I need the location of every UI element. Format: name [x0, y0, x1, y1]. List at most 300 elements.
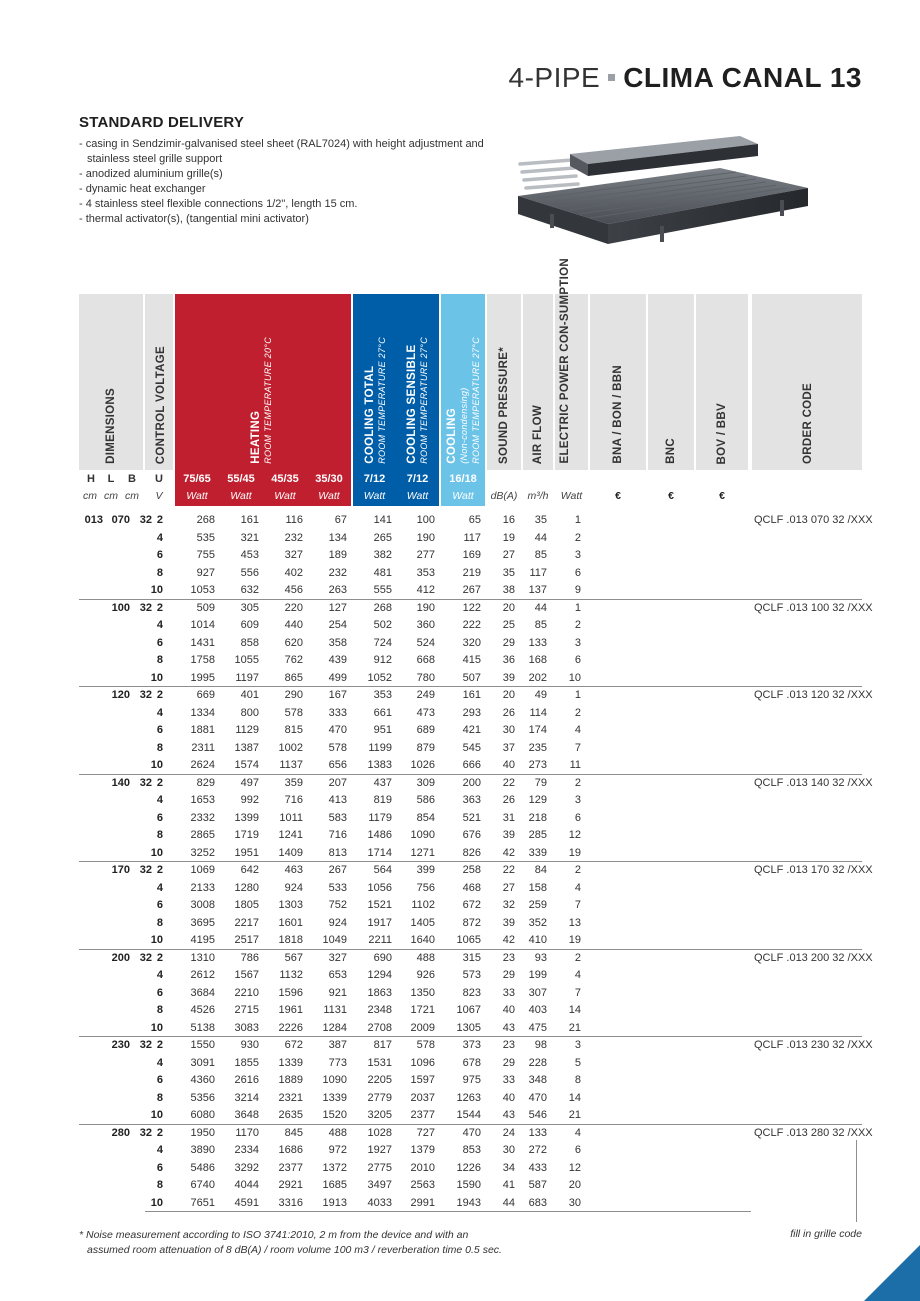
- cell: 440: [284, 619, 303, 631]
- cell: 1544: [456, 1109, 481, 1121]
- cell: 656: [328, 759, 347, 771]
- dim-b: 32: [139, 951, 152, 964]
- cell: 823: [462, 986, 481, 999]
- cell: 473: [416, 706, 435, 719]
- cell: 373: [462, 1039, 481, 1051]
- cell: 2: [574, 531, 581, 544]
- cell: 1284: [322, 1021, 347, 1034]
- cell: 1310: [190, 951, 215, 964]
- cell: 190: [416, 601, 435, 614]
- table-row: [79, 652, 862, 670]
- cell: 3: [574, 636, 581, 649]
- cell: 4360: [190, 1074, 215, 1086]
- sub-h: H: [87, 473, 95, 485]
- cell: 2635: [278, 1109, 303, 1121]
- cell: 800: [240, 706, 259, 719]
- cell: 33: [502, 986, 515, 999]
- cell: 42: [502, 846, 515, 859]
- cell: 829: [196, 776, 215, 789]
- table-row: [79, 915, 862, 933]
- delivery-list: [79, 137, 499, 227]
- cell: 258: [462, 864, 481, 876]
- cell: 1: [574, 689, 581, 701]
- cell: 2991: [410, 1196, 435, 1209]
- cell: 4: [156, 881, 163, 894]
- cell: 38: [502, 584, 515, 596]
- cell: 752: [328, 899, 347, 911]
- cell: 817: [373, 1039, 392, 1051]
- cell: 168: [528, 654, 547, 666]
- cell: 285: [528, 829, 547, 841]
- sub-cool-3: 16/18: [449, 473, 477, 485]
- cell: 6: [156, 1074, 163, 1086]
- cell: 202: [528, 671, 547, 684]
- cell: 642: [240, 864, 259, 876]
- cell: 8: [156, 1004, 163, 1016]
- cell: 4: [574, 724, 581, 736]
- col-electric-power: ELECTRIC POWER CON-SUMPTION: [559, 258, 571, 464]
- standard-delivery: [79, 114, 499, 227]
- cell: 1263: [456, 1091, 481, 1104]
- cell: 267: [328, 864, 347, 876]
- cell: 24: [502, 1126, 515, 1139]
- cell: 845: [284, 1126, 303, 1139]
- cell: 3252: [190, 846, 215, 859]
- cell: 755: [196, 549, 215, 561]
- cell: 2334: [234, 1144, 259, 1156]
- cell: 1372: [322, 1161, 347, 1174]
- cell: 133: [528, 1126, 547, 1139]
- cell: 786: [240, 951, 259, 964]
- cell: 44: [502, 1196, 515, 1209]
- cell: 30: [568, 1196, 581, 1209]
- cell: 327: [284, 549, 303, 561]
- cell: 6: [574, 566, 581, 579]
- cell: 653: [328, 969, 347, 981]
- cell: 4526: [190, 1004, 215, 1016]
- cell: 1721: [410, 1004, 435, 1016]
- unit-watt: Watt: [406, 490, 429, 502]
- cell: 220: [284, 601, 303, 614]
- table-row: [79, 880, 862, 898]
- table-row: [79, 600, 873, 618]
- cell: 8: [156, 916, 163, 929]
- dim-l: 120: [111, 689, 130, 701]
- cell: 521: [462, 811, 481, 824]
- cell: 716: [328, 829, 347, 841]
- delivery-item: - 4 stainless steel flexible connections 1/2", length 15 cm.: [79, 197, 499, 212]
- cell: 10: [150, 759, 163, 771]
- cell: 578: [328, 741, 347, 754]
- cell: 972: [328, 1144, 347, 1156]
- cell: 30: [502, 724, 515, 736]
- cell: 1334: [190, 706, 215, 719]
- cell: 727: [416, 1126, 435, 1139]
- cell: 67: [334, 514, 347, 526]
- sub-u: U: [155, 473, 163, 485]
- cell: 6080: [190, 1109, 215, 1121]
- cell: 2616: [234, 1074, 259, 1086]
- col-heating: HEATING ROOM TEMPERATURE 20°C: [250, 337, 273, 464]
- table-row: [79, 722, 862, 740]
- cell: 40: [502, 1091, 515, 1104]
- cell: 1241: [278, 829, 303, 841]
- cell: 44: [534, 531, 547, 544]
- cell: 586: [416, 794, 435, 806]
- cell: 632: [240, 584, 259, 596]
- cell: 924: [284, 881, 303, 894]
- cell: 1409: [278, 846, 303, 859]
- cell: 815: [284, 724, 303, 736]
- cell: 578: [416, 1039, 435, 1051]
- cell: 273: [528, 759, 547, 771]
- order-code: QCLF .013 120 32 /XXX: [754, 689, 873, 701]
- cell: 122: [462, 601, 481, 614]
- cell: 1179: [368, 811, 392, 824]
- cell: 40: [502, 759, 515, 771]
- cell: 1339: [278, 1056, 303, 1069]
- cell: 1927: [367, 1144, 392, 1156]
- unit-watt: Watt: [230, 490, 252, 502]
- cell: 49: [534, 689, 547, 701]
- cell: 499: [328, 671, 347, 684]
- cell: 43: [502, 1109, 515, 1121]
- cell: 267: [462, 584, 481, 596]
- cell: 277: [416, 549, 435, 561]
- col-order-code: ORDER CODE: [802, 383, 814, 464]
- cell: 3: [574, 1039, 581, 1051]
- dim-b: 32: [139, 689, 152, 701]
- cell: 2: [574, 619, 581, 631]
- unit-b: cm: [125, 490, 139, 502]
- cell: 309: [416, 776, 435, 789]
- cell: 339: [528, 846, 547, 859]
- cell: 358: [328, 636, 347, 649]
- cell: 1014: [190, 619, 215, 631]
- cell: 1350: [410, 986, 435, 999]
- dim-l: 100: [111, 601, 130, 614]
- order-code: QCLF .013 200 32 /XXX: [754, 951, 873, 964]
- cell: 1855: [234, 1056, 259, 1069]
- cell: 1685: [322, 1179, 347, 1191]
- dim-b: 32: [139, 864, 152, 876]
- cell: 6: [156, 1161, 163, 1174]
- cell: 293: [462, 706, 481, 719]
- cell: 930: [240, 1039, 259, 1051]
- unit-l: cm: [104, 490, 118, 502]
- cell: 228: [528, 1056, 547, 1069]
- table-row: [79, 1107, 862, 1125]
- cell: 10: [150, 1021, 163, 1034]
- cell: 117: [463, 531, 481, 544]
- cell: 1170: [235, 1126, 259, 1139]
- cell: 2205: [367, 1074, 392, 1086]
- cell: 272: [528, 1144, 547, 1156]
- cell: 2: [156, 1039, 163, 1051]
- cell: 4195: [190, 934, 215, 946]
- cell: 8: [156, 566, 163, 579]
- cell: 6: [156, 636, 163, 649]
- table-row: [79, 1142, 862, 1160]
- cell: 31: [502, 811, 515, 824]
- cell: 1520: [322, 1109, 347, 1121]
- cell: 7651: [190, 1196, 215, 1209]
- table-row: [79, 845, 862, 863]
- cell: 676: [462, 829, 481, 841]
- cell: 20: [502, 689, 515, 701]
- cell: 470: [328, 724, 347, 736]
- cell: 100: [416, 514, 435, 526]
- cell: 26: [502, 794, 515, 806]
- cell: 1132: [279, 969, 303, 981]
- cell: 1574: [234, 759, 259, 771]
- cell: 3695: [190, 916, 215, 929]
- cell: 433: [528, 1161, 547, 1174]
- cell: 439: [328, 654, 347, 666]
- unit-watt: Watt: [560, 490, 583, 502]
- cell: 137: [528, 584, 547, 596]
- cell: 4044: [234, 1179, 259, 1191]
- cell: 819: [373, 794, 392, 806]
- cell: 2708: [367, 1021, 392, 1034]
- cell: 167: [328, 689, 347, 701]
- cell: 6: [156, 811, 163, 824]
- col-air-flow: AIR FLOW: [532, 404, 544, 464]
- delivery-item: - dynamic heat exchanger: [79, 182, 499, 197]
- cell: 1096: [410, 1056, 435, 1069]
- cell: 826: [462, 846, 481, 859]
- cell: 10: [150, 1109, 163, 1121]
- cell: 470: [528, 1091, 547, 1104]
- cell: 502: [373, 619, 392, 631]
- cell: 26: [502, 706, 515, 719]
- cell: 39: [502, 829, 515, 841]
- cell: 865: [284, 671, 303, 684]
- cell: 6: [156, 899, 163, 911]
- col-cooling-nc: COOLING (Non-condensing) ROOM TEMPERATURE 27°C: [446, 337, 481, 464]
- cell: 5: [574, 1056, 581, 1069]
- cell: 14: [568, 1004, 581, 1016]
- cell: 1056: [367, 881, 392, 894]
- col-dimensions: DIMENSIONS: [105, 388, 117, 464]
- table-row: [79, 1160, 862, 1178]
- cell: 1758: [190, 654, 215, 666]
- table-row: [79, 512, 873, 530]
- cell: 1601: [278, 916, 303, 929]
- delivery-item: - anodized aluminium grille(s): [79, 167, 499, 182]
- cell: 134: [328, 531, 347, 544]
- cell: 1640: [410, 934, 435, 946]
- cell: 4: [156, 619, 163, 631]
- cell: 25: [502, 619, 515, 631]
- cell: 3497: [367, 1179, 392, 1191]
- cell: 39: [502, 916, 515, 929]
- cell: 129: [528, 794, 547, 806]
- cell: 1943: [456, 1196, 481, 1209]
- cell: 1271: [410, 846, 435, 859]
- cell: 3316: [278, 1196, 303, 1209]
- table-row: [79, 1195, 862, 1213]
- cell: 190: [416, 531, 435, 544]
- unit-m3h: m³/h: [527, 490, 549, 502]
- cell: 1055: [234, 654, 259, 666]
- dim-l: 280: [111, 1126, 130, 1139]
- cell: 3: [574, 549, 581, 561]
- cell: 327: [328, 951, 347, 964]
- cell: 23: [502, 951, 515, 964]
- col-bov-bbv: BOV / BBV: [716, 402, 728, 464]
- table-row: [79, 1072, 862, 1090]
- cell: 2: [156, 601, 163, 614]
- cell: 263: [328, 584, 347, 596]
- dim-h: 013: [84, 514, 103, 526]
- cell: 2133: [190, 881, 215, 894]
- cell: 169: [462, 549, 481, 561]
- cell: 716: [284, 794, 303, 806]
- cell: 29: [502, 1056, 515, 1069]
- cell: 545: [462, 741, 481, 754]
- table-row: [79, 1020, 862, 1038]
- sub-cool-2: 7/12: [406, 473, 429, 485]
- cell: 320: [462, 636, 481, 649]
- unit-watt: Watt: [452, 490, 474, 502]
- cell: 470: [462, 1126, 481, 1139]
- page-title: [509, 62, 863, 94]
- cell: 4: [156, 969, 163, 981]
- footnote-line: assumed room attenuation of 8 dB(A) / room volume 100 m3 / reverberation time 0.5 sec.: [87, 1244, 502, 1256]
- unit-euro: €: [668, 490, 674, 502]
- cell: 1531: [367, 1056, 392, 1069]
- cell: 352: [528, 916, 547, 929]
- title-separator: [608, 74, 615, 81]
- cell: 387: [328, 1039, 347, 1051]
- order-code-divider: [856, 1140, 857, 1222]
- table-row: [79, 670, 862, 688]
- cell: 1818: [278, 934, 303, 946]
- cell: 44: [534, 601, 547, 614]
- cell: 672: [462, 899, 481, 911]
- cell: 8: [156, 654, 163, 666]
- dim-l: 140: [111, 776, 130, 789]
- cell: 421: [462, 724, 481, 736]
- cell: 2377: [278, 1161, 303, 1174]
- cell: 921: [328, 986, 347, 999]
- cell: 524: [416, 636, 435, 649]
- cell: 2: [574, 864, 581, 876]
- footnote: [79, 1228, 599, 1258]
- product-image: [510, 126, 810, 256]
- cell: 2: [574, 706, 581, 719]
- cell: 587: [528, 1179, 547, 1191]
- unit-dba: dB(A): [490, 490, 518, 502]
- cell: 232: [328, 566, 347, 579]
- cell: 42: [502, 934, 515, 946]
- cell: 620: [284, 636, 303, 649]
- cell: 1653: [190, 794, 215, 806]
- dim-b: 32: [139, 1039, 152, 1051]
- col-bna-bon-bbn: BNA / BON / BBN: [612, 365, 624, 464]
- cell: 872: [462, 916, 481, 929]
- cell: 6: [574, 1144, 581, 1156]
- cell: 412: [416, 584, 435, 596]
- order-code: QCLF .013 230 32 /XXX: [754, 1039, 873, 1051]
- fill-note: fill in grille code: [790, 1228, 862, 1240]
- cell: 689: [416, 724, 435, 736]
- sub-heat-2: 55/45: [227, 473, 255, 485]
- unit-watt: Watt: [186, 490, 208, 502]
- cell: 2010: [410, 1161, 435, 1174]
- cell: 116: [285, 514, 303, 526]
- cell: 2779: [367, 1091, 392, 1104]
- cell: 1521: [367, 899, 392, 911]
- cell: 4033: [367, 1196, 392, 1209]
- cell: 6: [574, 654, 581, 666]
- cell: 1102: [411, 899, 435, 911]
- cell: 5486: [190, 1161, 215, 1174]
- order-code: QCLF .013 170 32 /XXX: [754, 864, 873, 876]
- cell: 3214: [234, 1091, 259, 1104]
- cell: 1305: [456, 1021, 481, 1034]
- cell: 403: [528, 1004, 547, 1016]
- cell: 4: [156, 1144, 163, 1156]
- cell: 4: [574, 881, 581, 894]
- cell: 27: [502, 549, 515, 561]
- cell: 1131: [323, 1004, 347, 1016]
- cell: 927: [196, 566, 215, 579]
- cell: 1226: [456, 1161, 481, 1174]
- cell: 1383: [367, 759, 392, 771]
- table-row: [79, 967, 862, 985]
- cell: 4: [156, 706, 163, 719]
- cell: 9: [574, 584, 581, 596]
- cell: 475: [528, 1021, 547, 1034]
- cell: 200: [462, 776, 481, 789]
- cell: 1805: [234, 899, 259, 911]
- cell: 259: [528, 899, 547, 911]
- delivery-item: - thermal activator(s), (tangential mini activator): [79, 212, 499, 227]
- cell: 1199: [368, 741, 392, 754]
- cell: 21: [568, 1109, 581, 1121]
- table-row: [79, 775, 873, 793]
- cell: 1: [574, 514, 581, 526]
- sub-cool-1: 7/12: [363, 473, 386, 485]
- cell: 84: [534, 864, 547, 876]
- cell: 583: [328, 811, 347, 824]
- cell: 6740: [190, 1179, 215, 1191]
- cell: 23: [502, 1039, 515, 1051]
- cell: 65: [468, 514, 481, 526]
- sub-heat-4: 35/30: [315, 473, 343, 485]
- cell: 1486: [367, 829, 392, 841]
- cell: 2348: [367, 1004, 392, 1016]
- cell: 2: [574, 776, 581, 789]
- cell: 546: [528, 1109, 547, 1121]
- cell: 683: [528, 1196, 547, 1209]
- cell: 2226: [278, 1021, 303, 1034]
- cell: 1052: [367, 671, 392, 684]
- cell: 36: [502, 654, 515, 666]
- cell: 22: [502, 864, 515, 876]
- cell: 1069: [190, 864, 215, 876]
- cell: 2: [156, 689, 163, 701]
- cell: 2210: [234, 986, 259, 999]
- table-row: [79, 705, 862, 723]
- cell: 2321: [278, 1091, 303, 1104]
- table-row: [79, 1002, 862, 1020]
- col-sound-pressure: SOUND PRESSURE*: [498, 347, 510, 464]
- cell: 14: [568, 1091, 581, 1104]
- cell: 1280: [234, 881, 259, 894]
